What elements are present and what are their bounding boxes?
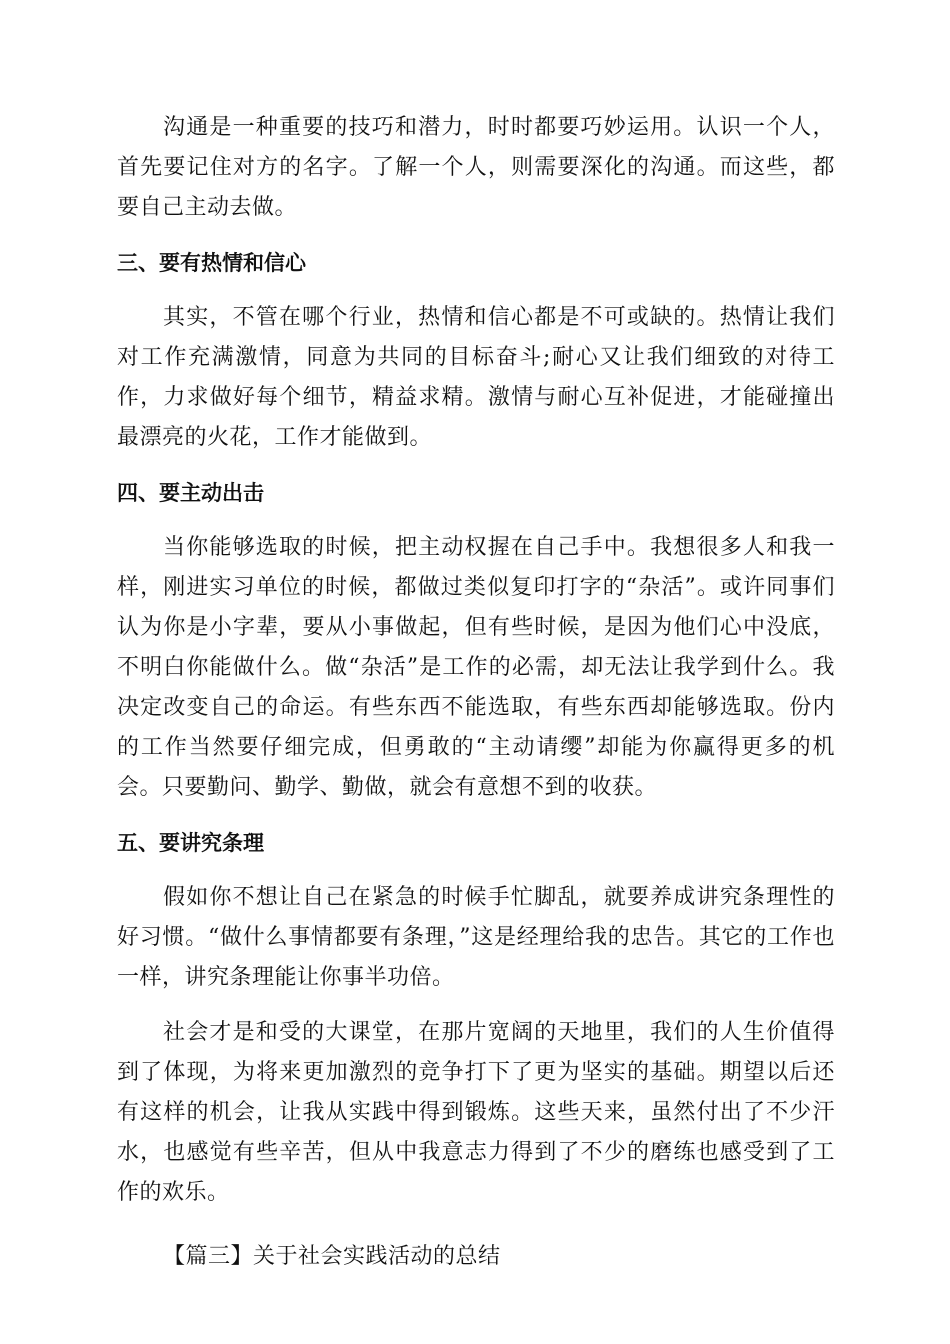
section-title-part-three: 【篇三】关于社会实践活动的总结 (163, 1244, 501, 1269)
heading-passion-confidence: 三、要有热情和信心 (117, 251, 306, 275)
document-page (117, 108, 835, 1277)
heading-take-initiative: 四、要主动出击 (117, 481, 264, 505)
heading-be-organized: 五、要讲究条理 (117, 831, 264, 855)
paragraph-communication: 沟通是一种重要的技巧和潜力，时时都要巧妙运用。认识一个人，首先要记住对方的名字。了解一个人，则需要深化的沟通。而这些，都要自己主动去做。 (117, 115, 835, 220)
paragraph-organized: 假如你不想让自己在紧急的时候手忙脚乱，就要养成讲究条理性的好习惯。“做什么事情都要有条理，”这是经理给我的忠告。其它的工作也一样，讲究条理能让你事半功倍。 (117, 885, 835, 990)
paragraph-initiative: 当你能够选取的时候，把主动权握在自己手中。我想很多人和我一样，刚进实习单位的时候，都做过类似复印打字的“杂活”。或许同事们认为你是小字辈，要从小事做起，但有些时候，是因为他们心中没底，不明白你能做什么。做“杂活”是工作的必需，却无法让我学到什么。我决定改变自己的命运。有些东西不能选取，有些东西却能够选取。份内的工作当然要仔细完成，但勇敢的“主动请缨”却能为你赢得更多的机会。只要勤问、勤学、勤做，就会有意想不到的收获。 (117, 535, 835, 800)
paragraph-conclusion: 社会才是和受的大课堂，在那片宽阔的天地里，我们的人生价值得到了体现，为将来更加激烈的竞争打下了更为坚实的基础。期望以后还有这样的机会，让我从实践中得到锻炼。这些天来，虽然付出了不少汗水，也感觉有些辛苦，但从中我意志力得到了不少的磨练也感受到了工作的欢乐。 (117, 1020, 835, 1205)
paragraph-passion: 其实，不管在哪个行业，热情和信心都是不可或缺的。热情让我们对工作充满激情，同意为共同的目标奋斗;耐心又让我们细致的对待工作，力求做好每个细节，精益求精。激情与耐心互补促进，才能碰撞出最漂亮的火花，工作才能做到。 (117, 305, 835, 450)
